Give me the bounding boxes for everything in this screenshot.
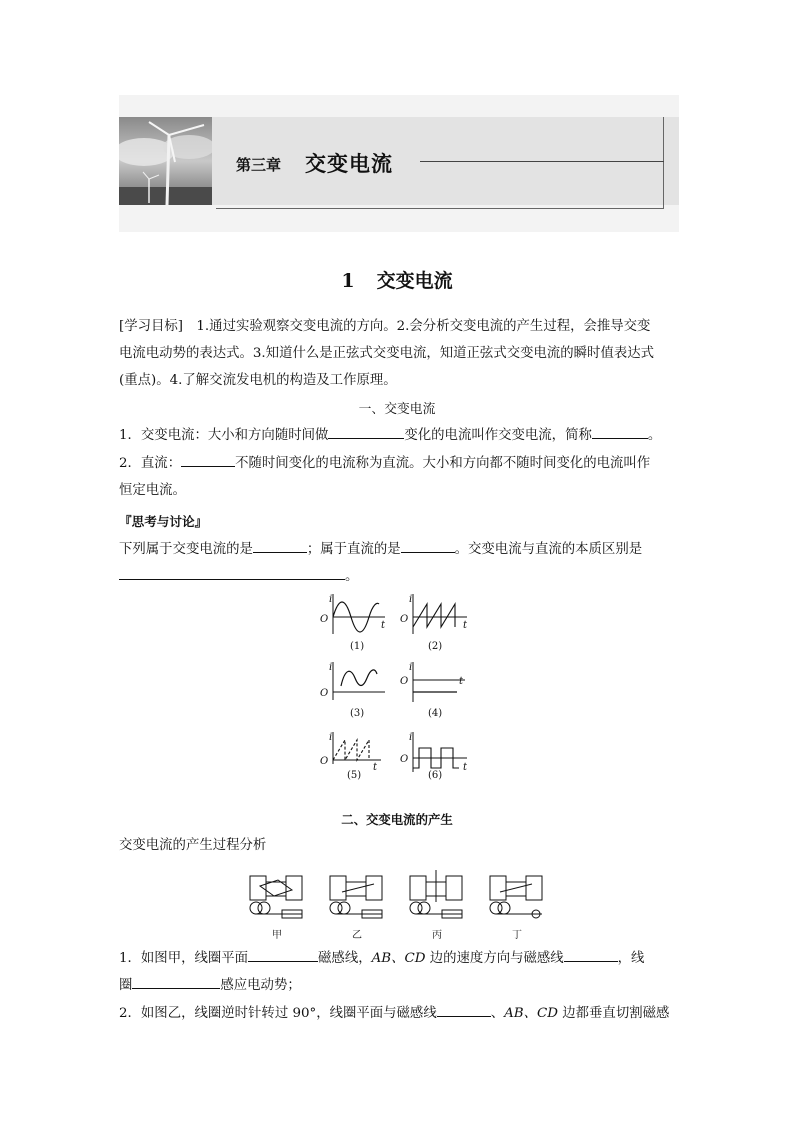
text: 变化的电流叫作交变电流，简称 <box>404 428 592 443</box>
graph-caption: (6) <box>428 770 443 781</box>
answer-blank[interactable] <box>592 424 648 439</box>
origin-label: O <box>320 756 329 767</box>
answer-blank[interactable] <box>401 538 455 553</box>
text: 感应电动势； <box>220 978 301 993</box>
figure-label: 乙 <box>352 930 362 941</box>
answer-blank[interactable] <box>248 947 318 962</box>
graph-6 <box>400 732 468 773</box>
origin-label: O <box>400 754 409 765</box>
part2-intro: 交变电流的产生过程分析 <box>119 838 267 853</box>
text: 圈 <box>119 978 133 993</box>
part2-item-1-cont <box>119 972 679 999</box>
text: 2．直流： <box>119 456 182 471</box>
text: 不随时间变化的电流称为直流。大小和方向都不随时间变化的电流叫作 <box>235 456 651 471</box>
discussion-line-2 <box>119 563 679 590</box>
answer-blank[interactable] <box>119 565 345 580</box>
origin-label: O <box>400 676 409 687</box>
objectives-line-2: 电流电动势的表达式。3.知道什么是正弦式交变电流，知道正弦式交变电流的瞬时值表达式 <box>119 346 655 361</box>
discussion-line-1 <box>119 536 679 563</box>
answer-blank[interactable] <box>181 452 235 467</box>
graph-caption: (5) <box>347 770 362 781</box>
part2-item-1 <box>119 945 679 972</box>
answer-blank[interactable] <box>328 424 404 439</box>
part1-item-2-cont: 恒定电流。 <box>119 483 186 498</box>
text: 1．交变电流：大小和方向随时间做 <box>119 428 329 443</box>
part1-item-2 <box>119 450 679 477</box>
figure-label: 丙 <box>432 930 442 941</box>
text: AB、CD <box>371 951 426 966</box>
axis-t-label: t <box>459 676 464 687</box>
graph-1 <box>320 594 386 634</box>
chapter-rule <box>420 161 664 162</box>
axis-t-label: t <box>381 620 386 631</box>
generator-diagram-3 <box>410 870 462 918</box>
section-title-text: 交变电流 <box>376 270 453 292</box>
answer-blank[interactable] <box>132 974 220 989</box>
graph-caption: (4) <box>428 708 443 719</box>
axis-i-label: i <box>409 732 413 743</box>
text: 、 <box>490 1006 505 1021</box>
origin-label: O <box>400 614 409 625</box>
axis-i-label: i <box>329 732 333 743</box>
generator-diagrams <box>242 862 562 942</box>
axis-t-label: t <box>463 620 468 631</box>
axis-i-label: i <box>409 662 413 673</box>
section-title <box>0 266 794 293</box>
text: ，线 <box>617 951 645 966</box>
text: 边都垂直切割磁感 <box>558 1006 670 1021</box>
text: AB、CD <box>504 1006 558 1021</box>
chapter-title: 交变电流 <box>305 152 393 176</box>
graph-caption: (2) <box>428 641 443 652</box>
text: 。 <box>647 428 662 443</box>
axis-i-label: i <box>409 594 413 605</box>
part1-heading: 一、交变电流 <box>358 402 436 417</box>
axis-t-label: t <box>463 762 468 773</box>
text: 下列属于交变电流的是 <box>119 542 253 557</box>
generator-diagram-1 <box>250 876 302 918</box>
graph-3 <box>320 662 385 700</box>
graph-caption: (3) <box>350 708 365 719</box>
text: 磁感线， <box>318 951 372 966</box>
discussion-label: 『思考与讨论』 <box>119 514 208 529</box>
answer-blank[interactable] <box>437 1002 491 1017</box>
graph-4 <box>400 662 465 702</box>
text: 2．如图乙，线圈逆时针转过 90°，线圈平面与磁感线 <box>119 1006 437 1021</box>
objectives-line-3: (重点)。4.了解交流发电机的构造及工作原理。 <box>119 373 397 388</box>
wind-turbine-photo <box>119 117 212 205</box>
generator-diagram-2 <box>330 876 382 918</box>
section-number: 1 <box>341 270 355 292</box>
axis-i-label: i <box>329 594 333 605</box>
part2-heading: 二、交变电流的产生 <box>341 812 453 827</box>
answer-blank[interactable] <box>564 947 618 962</box>
text: 边的速度方向与磁感线 <box>425 951 564 966</box>
generator-diagram-4 <box>490 876 542 918</box>
chapter-title-frame <box>216 117 664 209</box>
current-graphs <box>315 592 485 782</box>
objectives-line-1: [学习目标] 1.通过实验观察交变电流的方向。2.会分析交变电流的产生过程，会推导交变 <box>119 319 651 334</box>
figure-label: 丁 <box>512 930 522 941</box>
part2-item-2 <box>119 1000 679 1027</box>
axis-t-label: t <box>373 762 378 773</box>
chapter-label: 第三章 <box>236 156 282 174</box>
part1-item-1 <box>119 422 679 449</box>
figure-label: 甲 <box>272 930 282 941</box>
axis-i-label: i <box>329 662 333 673</box>
text: 1．如图甲，线圈平面 <box>119 951 249 966</box>
answer-blank[interactable] <box>253 538 307 553</box>
origin-label: O <box>320 688 329 699</box>
graph-caption: (1) <box>350 641 365 652</box>
graph-5 <box>320 732 381 773</box>
text: ；属于直流的是 <box>306 542 401 557</box>
text: 。交变电流与直流的本质区别是 <box>454 542 643 557</box>
origin-label: O <box>320 614 329 625</box>
graph-2 <box>400 594 468 634</box>
text: 。 <box>345 569 359 584</box>
